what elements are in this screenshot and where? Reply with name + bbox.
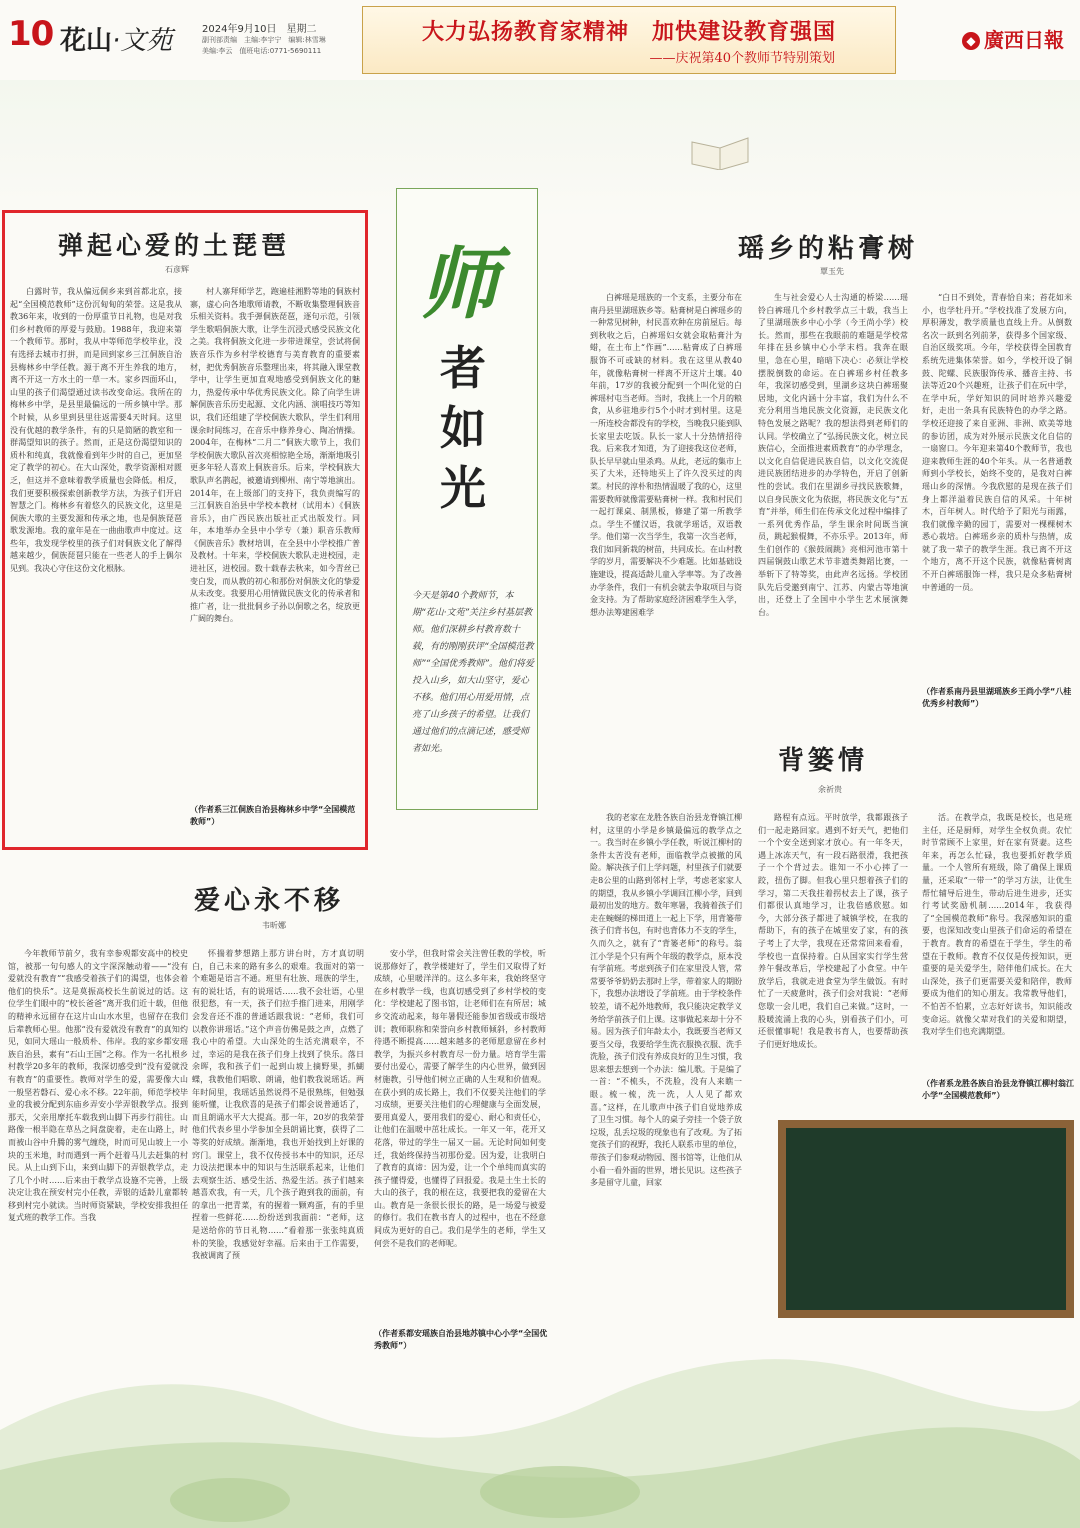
article-author: 余祈贵: [818, 785, 842, 794]
article-text: 路程有点远。平时放学，我都跟孩子们一起走路回家。遇到不好天气，把他们一个个安全送到家才放心。有一年冬天，遇上冰冻天气，有一段石路很滑，我把孩子一个个背过去。谁知一不小心摔了一跤，扭伤了脚。但我心里只想着孩子们的学习，第二天我拄着拐杖去上了课，孩子们都很认真地学习，让我倍感欣慰。如今，大部分孩子都进了城镇学校，在我的帮助下，有的孩子在城里安了家，有的孩子考上了大学，我现在还常常回来看看，学校也一直保持着。白从国家实行学生营养午餐改革后，学校建起了小食堂。中午放学后，我就走进食堂为学生做饭。有时忙了一天疲惫时，孩子们会对我说：“老师您歇一会儿吧，我们自己来做。”这时，一股暖流涌上我的心头，别看孩子们小，可还很懂事呢！我是教书育人，也要帮助孩子们更好地成长。: [758, 813, 908, 1049]
issue-date: 2024年9月10日 星期二: [202, 24, 317, 35]
author-signature: （作者系南丹县里湖瑶族乡王尚小学“八桂优秀乡村教师”）: [922, 687, 1072, 708]
article-column: [922, 812, 1072, 1074]
article-text: 安小学，但我时常会关注曾任教的学校，听说那修好了，教学楼建好了，学生们又取得了好成绩，心里暖洋洋的。这么多年来，我始终坚守在乡村教学一线，也真切感受到了乡村学校的变化：学校建起了图书馆，让老师们在有所居；城乡交流动起来，每年暑假还能参加省级或市级培训；教师职称和荣誉向乡村教师倾斜，乡村教师待遇不断提高……越来越多的老师愿意留在乡村教学，为振兴乡村教育尽一份力量。培育学生需要付出爱心，需要了解学生的内心世界，做到因材施教，引导他们树立正确的人生观和价值观。在获小到的成长路上，我们不仅要关注他们的学习成绩，更要关注他们的心理健康与全面发展，要用真爱人，要用我们的爱心、耐心和责任心，让他们在温暖中茁壮成长。一年又一年，花开又花落，带过的学生一届又一届。无论时间如何变迁，我始终保持当初那份爱。因为爱，让我明白了教育的真谛：因为爱，让一个个单纯而真实的孩子懂得爱，也懂得了回报爱。我是土生土长的大山的孩子，我的根在这，我要把我的爱留在大山。教育是一条很长很长的路，是一场爱与被爱的修行。我们在教书育人的过程中，也在不经意间成为更好的自己。我们是学生的老师，学生又何尝不是我们的老师呢。: [374, 949, 546, 1248]
meta-line: 美编:李云 值班电话:0771-5690111: [202, 47, 322, 55]
article-text: 怀揣着梦想踏上那方讲台时，方才真切明白，自己未来的路有多么的艰难。我面对的第一个难题是语言不通。班里有壮族、瑶族的学生，有的说壮话，有的说瑶话……我不会壮语，心里很犯愁，有一天，孩子们拉手推门进来，用刚学会发音还不准的普通话跟我说：“老师，我们可以教你讲瑶话。”这个声音仿佛是鼓之声，点燃了我心中的希望。大山深处的生活充满艰辛，不过，幸运的是我在孩子们身上找到了快乐。落日余晖，我和孩子们一起到山坡上摘野果，抓蝴蝶，我教他们唱歌、朗诵，他们教我说瑶话。两年时间里，我瑶话虽然说得不是很熟练，但勉强能听懂，让我欣喜的是孩子们都会说普通话了，而且朗诵水平大大提高。那一年，20岁的我荣誉他们代表乡里小学参加全县朗诵比赛，获得了二等奖的好成绩。渐渐地，我也开始找到上好课的窍门。课堂上，我不仅传授书本中的知识，还尽力设法把课本中的知识与生活联系起来，让他们去观察生活、感受生活、热爱生活。孩子们越来越喜欢我，有一天，几个孩子跑到我的面前，有的拿出一把青菜，有的握着一颗鸡蛋，有的手里捏着一些鲜花……纷纷送到我面前：“老师，这是送给你的节日礼物……”看着那一张张纯真质朴的笑脸，我感觉好幸福。后来由于工作需要，我被调离了预: [192, 949, 364, 1261]
section-subname: ·文苑: [112, 26, 173, 56]
banner-title: 大力弘扬教育家精神 加快建设教育强国: [421, 20, 836, 45]
section-title: [60, 20, 172, 57]
article-column: [10, 286, 182, 834]
logo-text: 廣西日報: [984, 28, 1064, 52]
feature-char: 光: [440, 461, 486, 515]
article-text: 白露时节，我从偏远侗乡来到首都北京，接起“全国模范教师”这份沉甸甸的荣誉。这是我从教36年来，收到的一份厚重节日礼物，也是对我们乡村教师的厚爱与鼓励。1988年，我迎来第一个教师节。那时，我从中等师范学校毕业，没有选择去城市打拼，而是回到家乡三江侗族自治县梅林乡中学任教。源于离不开生养我的地方，离不开这一方水土的一草一木。家乡四面环山，山里的孩子们渴望通过读书改变命运。我所在的梅林乡中学，是县里最偏远的一所乡镇中学。那个时候，从乡里到县里往返需要4天时间。这里没有优越的教学条件，有的只是简陋的教室和一群渴望知识的孩子。然而，正是这份渴望知识的质朴和纯真，我就像看到年少时的自己，更加坚定了教学的初心。在大山深处，教学资源相对匮乏，但这并不意味着教学质量也会降低。相反，我们更要积极探索创新教学方法，为孩子们开启智慧之门。梅林乡有着悠久的民族文化，这里是侗族大歌的主要发源和传承之地，也是侗族琵琶歌发源地。我的童年是在一曲曲歌声中度过。这些年，我发现学校里的孩子们对侗族文化了解得越来越少，侗族琵琶只能在一些老人的手上偶尔见到。我决心守住这份文化根脉。: [10, 287, 182, 574]
article-text: 今年教师节前夕，我有幸参观都安高中的校史馆，被那一句句感人的文字深深触动着——“没有爱就没有教育”“我感受着孩子们的渴望，也体会着他们的快乐”。这是莫振高校长生前说过的话。这位学生们眼中的“校长爸爸”离开我们近十载，但他的精神永远留存在这片山山水水里，也留存在我们后辈教师心里。他那“没有爱就没有教育”的真知灼见，如同大瑶山一般质朴、伟岸。我的家乡都安瑶族自治县，素有“石山王国”之称。作为一名扎根乡村教学20多年的教师，我深切感受到“没有爱就没有教育”的重要性。教师对学生的爱，需要像大山一般坚若磐石、爱心永不移。22年前，师范学校毕业的我被分配到东庙乡弄安小学弄银教学点。报到那天，父亲用摩托车载我到山脚下再步行前往。山路像一根半隐在草丛之间盘旋着，走在山路上，时而被山谷中升腾的雾气缠绕，时而可见山坡上一小块的玉米地，时而遇到一两个赶着马儿去赶集的村民。从上山到下山，来到山脚下的弄银教学点，走了几个小时……后来由于教学点设施不完善，上级决定让我在预安村完小任教，弄银的适龄儿童都转移到村完小就读。当时师资紧缺，学校安排我担任复式班的教学工作。当我: [8, 949, 188, 1223]
special-banner: [362, 6, 896, 74]
meta-line: 副刊部责编 主编:李宇宁 编辑:林雪琳: [202, 36, 326, 44]
feature-char: 如: [440, 401, 486, 455]
feature-char: 者: [440, 341, 486, 395]
article-title: 爱心永不移: [194, 886, 345, 916]
article-column: [758, 812, 908, 1112]
feature-intro: 今天是第40个教师节，本期“花山·文苑”关注乡村基层教师。他们深耕乡村教育数十载，有的刚刚获评“全国模范教师”“全国优秀教师”。他们将爱投入山乡，如大山坚守，爱心不移。他们用心用爱用情，点亮了山乡孩子的希望。让我们通过他们的点滴记述，感受师者如光。: [412, 591, 534, 754]
article-author: 韦昕娜: [262, 921, 286, 930]
article-title: 弹起心爱的土琵琶: [58, 231, 291, 260]
logo-mark-icon: ◆: [962, 32, 980, 50]
banner-subtitle: ——庆祝第40个教师节特别策划: [649, 51, 835, 66]
article-column: [758, 292, 908, 712]
article-text: 活。在教学点，我既是校长，也是班主任，还是厨师，对学生全权负责。农忙时节常顾不上家里，好在家有贤妻。这些年来，再怎么忙碌，我也要抓好教学质量。一个人管所有班级，除了确保上课质量，还采取“一带一”的学习方法，让优生帮忙辅导后进生，带动后进生进步，还实行考试奖励机制……2014年，我获得了“全国模范教师”称号。我深感知识的重要，也深知改变山里孩子们命运的希望在于教育。教育的希望在于学生，学生的希望在于教师。教育不仅仅是传授知识，更重要的是关爱学生，陪伴他们成长。在大山深处，孩子们更需要关爱和陪伴，教师要成为他们的知心朋友。我常教导他们，不怕苦不怕累，立志好好读书，知识能改变命运。就像父辈对我们的关爱和期望，我对学生们也充满期望。: [922, 813, 1072, 1037]
editorial-meta: [202, 35, 362, 57]
chalkboard-illustration: [778, 1120, 1074, 1318]
open-book-icon: [690, 132, 750, 170]
author-signature: （作者系都安瑶族自治县地苏镇中心小学“全国优秀教师”）: [374, 1329, 548, 1350]
article-column: [190, 286, 360, 790]
author-signature: （作者系龙胜各族自治县龙脊镇江柳村翁江小学“全国模范教师”）: [922, 1079, 1074, 1100]
article-column: [8, 948, 188, 1362]
article-text: 我的老家在龙胜各族自治县龙脊镇江柳村，这里的小学是乡镇最偏远的教学点之一。我当时在乡镇小学任教，听说江柳村的条件太苦没有老师，面临教学点被撤的风险。解决孩子们上学问题，村里孩子们就要走8公里的山路到邻村上学，考虑老家家人的期望，我从乡镇小学调回江柳小学，回到最初出发的地方。数年寒暑，我骑着孩子们走在蜿蜒的梯田道上一起上下学，用背篓带孩子们背书包，有时也背体力不支的学生，久而久之，就有了“背篓老师”的称号。翁江小学是个只有两个年级的教学点，原本没有学前班。考虑到孩子们在家里没人管，常常要爷爷奶奶去那时上学，带着家人的期盼下，我想办法增设了学前班。由于学校条件较差，请不起外地教师，我只能决定教学义务给学前孩子们上课。这事做起来却十分不易。因为孩子们年龄太小，我既要当老师又要当父母，我要给学生洗衣服换衣服、洗手洗脸，孩子们没有养成良好的卫生习惯，我思来想去想到一个办法：编儿歌。于是编了一首：“不梳头，不洗脸，没有人来瞧一眼。梳一梳，洗一洗，人人见了都欢喜。”这样，在儿歌声中孩子们自觉地养成了卫生习惯。每个人的桌子旁挂一个袋子放垃圾，乱丢垃圾的现象也有了改观。为了拓宽孩子们的视野，我托人联系市里的单位，带孩子们参观动物园、图书馆等，让他们从小看一看外面的世界，增长见识。这些孩子多是留守儿童，回家: [590, 813, 742, 1188]
article-column: [590, 812, 742, 1312]
article-column: [590, 292, 742, 712]
article-title: 背篓情: [778, 746, 869, 776]
article-author: 覃玉先: [820, 267, 844, 276]
feature-char: 师: [420, 239, 499, 330]
article-column: [192, 948, 364, 1362]
article-text: “白日不到处，青春恰自来；苔花如米小，也学牡丹开。”学校找准了发展方向，厚积薄发，教学质量也直线上升。从倒数名次一跃到名列前茅，获得多个国家级、自治区级奖项。今年，学校获得全国教育系统先进集体荣誉。如今，学校开设了铜鼓、陀螺、民族服饰传承、播音主持、书法等近20个兴趣班，让孩子们在玩中学，在学中玩，学好知识的同时培养兴趣爱好，走出一条具有民族特色的办学之路。学校还迎接了来自亚洲、非洲、欧美等地的参访团，成为对外展示民族文化自信的一扇窗口。今年迎来第40个教师节，我也迎来教师生涯的40个年头。从一名普通教师到小学校长，始终不变的，是我对白裤瑶山乡的深情。今我欣慰的是现在孩子们身上都洋溢着民族自信的风采。十年树木，百年树人。时代给予了阳光与雨露，我们就像辛勤的园丁，需要对一棵棵树木悉心栽培。白裤瑶乡亲的质朴与热情，成就了我一辈子的教学生涯。我已离不开这个地方，离不开这个民族，就像粘膏树离不开白裤瑶服饰一样，我只是众多粘膏树中普通的一员。: [922, 293, 1072, 592]
article-text: 白裤瑶是瑶族的一个支系，主要分布在南丹县里湖瑶族乡等。粘膏树是白裤瑶乡的一种常见树种，村民喜欢种在房前屋后。每到秋收之后，白裤瑶妇女就会取粘膏汁为蜡，在土布上“作画”……粘膏成了白裤瑶服饰不可或缺的材料。我在这里从教40年，就像粘膏树一样离不开这片土壤。40年前，17岁的我被分配到一个叫化觉的白裤瑶村屯当老师。当时，我挑上一个月的粮食，从乡驻地步行5个小时才到村里。这是一所连校舍都没有的学校，当晚我只能到队长家里去吃饭。队长一家人十分热情招待我。后来我才知道，为了迎接我这位老师，队长早早就山里杀鸡。从此，老远的集市上买了大米，还特地买上了许久没买过的肉菜。村民的淳朴和热情温暖了我的心，这里需要教师就像需要粘膏树一样。我和村民们一起打课桌、制黑板，修建了第一所教学点。学生不懂汉语，我就学瑶话，双语教学。他们第一次当学生，我第一次当老师，我们如同新栽的树苗，共同成长。在山村教学的岁月，需要解决不少难题。比如基础设施建设，提高适龄儿童入学率等。为了改善办学条件，我们一有机会就去争取项目与资金支持。为了帮助家庭经济困难学生入学，想办法筹建困难学: [590, 293, 742, 617]
article-text: 生与社会爱心人士沟通的桥梁……瑶铃白裤瑶几个乡村教学点三十载，我当上了里湖瑶族乡中心小学（今王尚小学）校长。然而，那些在我眼前的难题是学校常年排在县乡镇中心小学末档。我奔在眼里，急在心里，暗暗下决心：必须让学校摆脱倒数的命运。在白裤瑶乡村任教多年，我深切感受到，里湖乡这块白裤瑶聚居地，文化内涵十分丰富，我们为什么不充分利用当地民族文化资源，走民族文化特色发展之路呢？我的想法得到老师们的认同。学校确立了“弘扬民族文化，树立民族信心，全面推进素质教育”的办学理念，以文化自信促进民族自信，以文化交流促进民族团结进步的办学特色，开启了创新性的尝试。我们在里湖乡寻找民族歌舞，以自身民族文化为依据，将民族文化与“五育”并举，师生们在传承文化过程中编排了一系列优秀作品，学生课余时间既当演员，跳起猴棍舞，不亦乐乎。2013年，师生们创作的《猴鼓闹跳》亮相河池市第十四届铜鼓山歌艺术节非遗类舞蹈比赛，一举斩下了特等奖，由此声名远扬。学校团队先后受邀到南宁、江苏、内蒙古等地演出，还登上了全国中小学生艺术展演舞台。: [758, 293, 908, 617]
article-text: 村人寨拜师学艺，跑遍桂湘黔等地的侗族村寨，虚心向各地歌师请教，不断收集整理侗族音乐相关资料。我手弹侗族琵琶，逐句示范，引领学生歌唱侗族大歌，让学生沉浸式感受民族文化之美。我将侗族文化进一步带进课堂，尝试将侗族音乐作为乡村学校德育与美育教育的重要素材，把优秀侗族音乐整理出来，将其融入课堂教学中，让学生更加直观地感受到侗族文化的魅力，热爱传承中华优秀民族文化。除了向学生讲解侗族音乐历史起源、文化内涵、演唱技巧等知识，我们还组建了学校侗族大歌队，学生们利用课余时间练习，在音乐中修养身心、陶冶情操。2004年，在梅林“二月二”侗族大歌节上，我们学校侗族大歌队首次亮相惊艳全场，渐渐地吸引更多年轻人喜欢上侗族音乐。后来，学校侗族大歌队声名鹊起，被邀请到柳州、南宁等地演出。2014年，在上级部门的支持下，我负责编写的三江侗族自治县中学校本教材（试用本）《侗族音乐》，由广西民族出版社正式出版发行。同年，本地举办全县中小学专（兼）职音乐教师《侗族音乐》教材培训，在全县中小学校推广普及教材。十年来，学校侗族大歌队走进校园，走进社区，进校园。数十载春去秋来，如今青丝已变白发，而从教的初心和那份对侗族文化的挚爱从未改变。我要用心用情做民族文化的传承者和推广者，让一批批侗乡子孙以侗歌之名，绽放更广阔的舞台。: [190, 287, 360, 624]
article-column: [374, 948, 546, 1324]
article-column: [922, 292, 1072, 682]
page-number: 10: [8, 14, 54, 54]
sky-illustration: [0, 80, 1080, 220]
author-signature: （作者系三江侗族自治县梅林乡中学“全国模范教师”）: [190, 805, 356, 826]
article-title: 瑶乡的粘膏树: [738, 234, 919, 264]
newspaper-logo: [962, 24, 1064, 53]
section-name: 花山: [60, 26, 113, 56]
article-author: 石彦辉: [165, 265, 189, 274]
